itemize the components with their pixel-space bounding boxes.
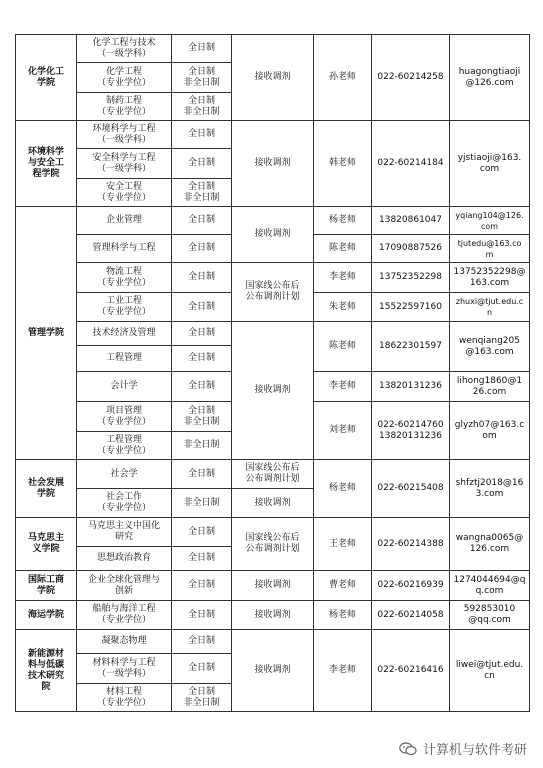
text-line: 技术研究	[27, 670, 64, 681]
text-line: @qq.com	[468, 615, 511, 625]
text-line: 安全科学与工程	[92, 152, 156, 163]
college-cell	[16, 35, 77, 121]
phone-cell: 13820131236	[372, 372, 450, 402]
text-line: glyzh07@163.c	[454, 419, 525, 430]
mode-cell	[172, 684, 232, 712]
mode-cell: 全日制	[172, 547, 232, 571]
phone-cell: 13820861047	[372, 207, 450, 235]
text-line: 研究	[114, 532, 133, 542]
text-line: 社会工作	[105, 492, 142, 502]
major-cell	[77, 293, 172, 322]
adjust-cell: 接收调剂	[232, 630, 314, 712]
email-link[interactable]	[450, 207, 530, 235]
text-line: 制药工程	[105, 95, 142, 106]
teacher-cell: 杨老师	[314, 601, 372, 630]
mode-cell: 全日制	[172, 207, 232, 235]
text-line: 学院	[36, 77, 55, 88]
text-line: 与安全工	[27, 158, 64, 168]
table-row	[16, 121, 530, 149]
text-line: 材料工程	[105, 686, 142, 697]
phone-cell: 022-60216939	[372, 571, 450, 601]
adjust-cell	[232, 518, 314, 571]
mode-cell: 全日制	[172, 460, 232, 489]
text-line: 工业工程	[105, 296, 142, 306]
text-line: q.com	[475, 585, 504, 596]
email-link[interactable]	[450, 35, 530, 121]
text-line: （专业学位）	[96, 77, 151, 88]
text-line: 163.com	[469, 277, 510, 288]
text-line: 非全日制	[183, 416, 220, 427]
adjust-cell: 接收调剂	[232, 489, 314, 518]
text-line: 马克思主	[27, 533, 64, 543]
text-line: 环境科学	[27, 147, 64, 157]
email-link[interactable]	[450, 402, 530, 460]
text-line: 国家线公布后	[245, 463, 300, 473]
text-line: （专业学位）	[96, 615, 151, 625]
phone-cell: 15522597160	[372, 293, 450, 322]
table-row	[16, 263, 530, 293]
major-cell	[77, 93, 172, 121]
email-link[interactable]	[450, 630, 530, 712]
mode-cell: 全日制	[172, 601, 232, 630]
mode-cell: 全日制	[172, 346, 232, 372]
college-cell: 海运学院	[16, 601, 77, 630]
adjust-cell	[232, 460, 314, 489]
text-line: @126.com	[465, 77, 514, 88]
college-cell	[16, 630, 77, 712]
text-line: （专业学位）	[96, 445, 151, 456]
mode-cell: 全日制	[172, 654, 232, 684]
phone-cell: 022-60214058	[372, 601, 450, 630]
text-line: 料与低碳	[27, 659, 64, 670]
mode-cell: 全日制	[172, 518, 232, 547]
major-cell	[77, 63, 172, 93]
mode-cell	[172, 179, 232, 207]
text-line: 船舶与海洋工程	[92, 604, 156, 614]
adjustment-table	[15, 34, 530, 712]
text-line: 022-60214760	[377, 419, 444, 430]
table-row	[16, 35, 530, 63]
text-line: 非全日制	[183, 192, 220, 203]
text-line: 全日制	[187, 181, 215, 192]
mode-cell: 全日制	[172, 372, 232, 402]
mode-cell	[172, 63, 232, 93]
mode-cell	[172, 402, 232, 432]
text-line: 安全工程	[105, 181, 142, 192]
teacher-cell: 杨老师	[314, 207, 372, 235]
text-line: 全日制	[187, 686, 215, 697]
text-line: （专业学位）	[96, 416, 151, 427]
text-line: n	[486, 308, 493, 317]
text-line: yjstiaoji@163.	[457, 152, 522, 163]
text-line: com	[479, 163, 500, 174]
major-cell	[77, 518, 172, 547]
text-line: zhuxi@tjut.edu.c	[455, 297, 524, 306]
mode-cell: 全日制	[172, 35, 232, 63]
major-cell	[77, 684, 172, 712]
table-row	[16, 571, 530, 601]
text-line: 国际工商	[27, 574, 64, 585]
major-cell	[77, 121, 172, 149]
mode-cell: 全日制	[172, 235, 232, 263]
teacher-cell: 曹老师	[314, 571, 372, 601]
text-line: 全日制	[187, 66, 215, 77]
text-line: 社会发展	[27, 477, 64, 488]
phone-cell: 022-60216416	[372, 630, 450, 712]
mode-cell: 全日制	[172, 149, 232, 179]
teacher-cell: 陈老师	[314, 235, 372, 263]
text-line: 环境科学与工程	[92, 123, 156, 134]
adjust-cell: 接收调剂	[232, 35, 314, 121]
email-link[interactable]	[450, 235, 530, 263]
text-line: wangna0065@	[455, 533, 524, 543]
text-line: 化学工程	[105, 66, 142, 77]
major-cell	[77, 179, 172, 207]
adjust-cell: 接收调剂	[232, 322, 314, 460]
text-line: 国家线公布后	[245, 281, 300, 291]
text-line: 马克思主义中国化	[87, 521, 160, 531]
phone-cell: 13752352298	[372, 263, 450, 293]
text-line: 项目管理	[105, 405, 142, 416]
mode-cell: 全日制	[172, 293, 232, 322]
text-line: （一级学科）	[96, 668, 151, 679]
phone-cell: 022-60214388	[372, 518, 450, 571]
text-line: 全日制	[187, 95, 215, 106]
text-line: 公布调剂计划	[245, 292, 300, 302]
major-cell	[77, 601, 172, 630]
email-link[interactable]	[450, 121, 530, 207]
mode-cell: 全日制	[172, 630, 232, 654]
text-line: 学院	[36, 585, 55, 596]
major-cell	[77, 149, 172, 179]
text-line: 化学工程与技术	[92, 37, 156, 48]
text-line: 义学院	[32, 544, 60, 554]
college-cell	[16, 460, 77, 518]
text-line: cn	[484, 670, 495, 681]
major-cell	[77, 654, 172, 684]
text-line: 1274044694@q	[453, 574, 526, 585]
major-cell: 工程管理	[77, 346, 172, 372]
teacher-cell: 朱老师	[314, 293, 372, 322]
teacher-cell: 李老师	[314, 372, 372, 402]
text-line: 13820131236	[379, 430, 442, 441]
adjust-cell: 接收调剂	[232, 207, 314, 263]
text-line: com	[480, 221, 499, 231]
phone-cell: 022-60214184	[372, 121, 450, 207]
major-cell: 凝聚态物理	[77, 630, 172, 654]
text-line: 材料科学与工程	[92, 657, 156, 668]
major-cell: 思想政治教育	[77, 547, 172, 571]
mode-cell: 全日制	[172, 322, 232, 346]
mode-cell: 非全日制	[172, 489, 232, 518]
text-line: 化学化工	[27, 66, 64, 77]
major-cell	[77, 432, 172, 460]
text-line: （专业学位）	[96, 503, 151, 513]
text-line: 工程管理	[105, 434, 142, 445]
text-line: m	[485, 249, 494, 259]
college-cell: 管理学院	[16, 207, 77, 460]
mode-cell: 全日制	[172, 263, 232, 293]
text-line: wenqiang205	[459, 335, 520, 346]
email-link[interactable]	[450, 518, 530, 571]
mode-cell: 全日制	[172, 121, 232, 149]
teacher-cell: 杨老师	[314, 460, 372, 518]
wechat-icon	[399, 742, 417, 756]
college-cell	[16, 121, 77, 207]
teacher-cell: 李老师	[314, 630, 372, 712]
table-row	[16, 322, 530, 346]
text-line: 126.com	[469, 544, 510, 554]
major-cell	[77, 402, 172, 432]
teacher-cell: 刘老师	[314, 402, 372, 460]
major-cell	[77, 571, 172, 601]
text-line: tjutedu@163.co	[457, 238, 522, 248]
adjust-cell: 接收调剂	[232, 601, 314, 630]
major-cell	[77, 35, 172, 63]
text-line: @163.com	[465, 346, 514, 357]
text-line: （一级学科）	[96, 163, 151, 174]
text-line: lihong1860@1	[456, 375, 523, 386]
email-link[interactable]	[450, 322, 530, 372]
text-line: 程学院	[32, 169, 60, 179]
adjust-cell: 接收调剂	[232, 121, 314, 207]
text-line: （一级学科）	[96, 48, 151, 59]
text-line: 13752352298@	[453, 266, 526, 277]
college-cell	[16, 518, 77, 571]
text-line: 3.com	[475, 488, 504, 499]
text-line: shfztj2018@16	[455, 477, 524, 488]
text-line: 非全日制	[183, 106, 220, 117]
email-link[interactable]	[450, 601, 530, 630]
table-row	[16, 630, 530, 654]
text-line: （专业学位）	[96, 277, 151, 288]
table-row	[16, 518, 530, 547]
watermark	[399, 739, 527, 758]
major-cell: 会计学	[77, 372, 172, 402]
adjust-cell: 接收调剂	[232, 571, 314, 601]
teacher-cell: 王老师	[314, 518, 372, 571]
mode-cell: 非全日制	[172, 432, 232, 460]
major-cell: 技术经济及管理	[77, 322, 172, 346]
text-line: （专业学位）	[96, 307, 151, 317]
teacher-cell: 李老师	[314, 263, 372, 293]
table-row	[16, 601, 530, 630]
text-line: （专业学位）	[96, 106, 151, 117]
text-line: 592853010	[463, 604, 516, 614]
teacher-cell: 孙老师	[314, 35, 372, 121]
major-cell: 社会学	[77, 460, 172, 489]
text-line: 创新	[114, 585, 133, 596]
text-line: （专业学位）	[96, 192, 151, 203]
text-line: 新能源材	[27, 648, 64, 659]
teacher-cell: 陈老师	[314, 322, 372, 372]
text-line: 学院	[36, 488, 55, 499]
text-line: 物流工程	[105, 266, 142, 277]
mode-cell	[172, 93, 232, 121]
phone-cell: 022-60214258	[372, 35, 450, 121]
text-line: yqiang104@126.	[455, 210, 524, 220]
major-cell	[77, 263, 172, 293]
text-line: huagongtiaoji	[458, 66, 521, 77]
email-link[interactable]	[450, 263, 530, 293]
text-line: （一级学科）	[96, 134, 151, 145]
phone-cell: 022-60215408	[372, 460, 450, 518]
text-line: 公布调剂计划	[245, 474, 300, 484]
phone-cell	[372, 402, 450, 460]
text-line: 院	[41, 681, 51, 692]
phone-cell: 17090887526	[372, 235, 450, 263]
major-cell	[77, 489, 172, 518]
text-line: 企业全球化管理与	[87, 574, 160, 585]
text-line: liwei@tjut.edu.	[455, 659, 524, 670]
text-line: om	[482, 430, 497, 441]
text-line: （专业学位）	[96, 697, 151, 708]
email-link[interactable]	[450, 293, 530, 322]
teacher-cell: 韩老师	[314, 121, 372, 207]
email-link[interactable]	[450, 460, 530, 518]
email-link[interactable]	[450, 372, 530, 402]
text-line: 国家线公布后	[245, 533, 300, 543]
table-row	[16, 207, 530, 235]
text-line: 非全日制	[183, 77, 220, 88]
text-line: 26.com	[472, 386, 507, 397]
college-cell	[16, 571, 77, 601]
major-cell: 管理科学与工程	[77, 235, 172, 263]
text-line: 全日制	[187, 405, 215, 416]
text-line: 公布调剂计划	[245, 544, 300, 554]
email-link[interactable]	[450, 571, 530, 601]
text-line: 非全日制	[183, 697, 220, 708]
adjust-cell	[232, 263, 314, 322]
table-row	[16, 460, 530, 489]
watermark-text: 计算机与软件考研	[422, 743, 527, 758]
mode-cell: 全日制	[172, 571, 232, 601]
phone-cell: 18622301597	[372, 322, 450, 372]
major-cell: 企业管理	[77, 207, 172, 235]
